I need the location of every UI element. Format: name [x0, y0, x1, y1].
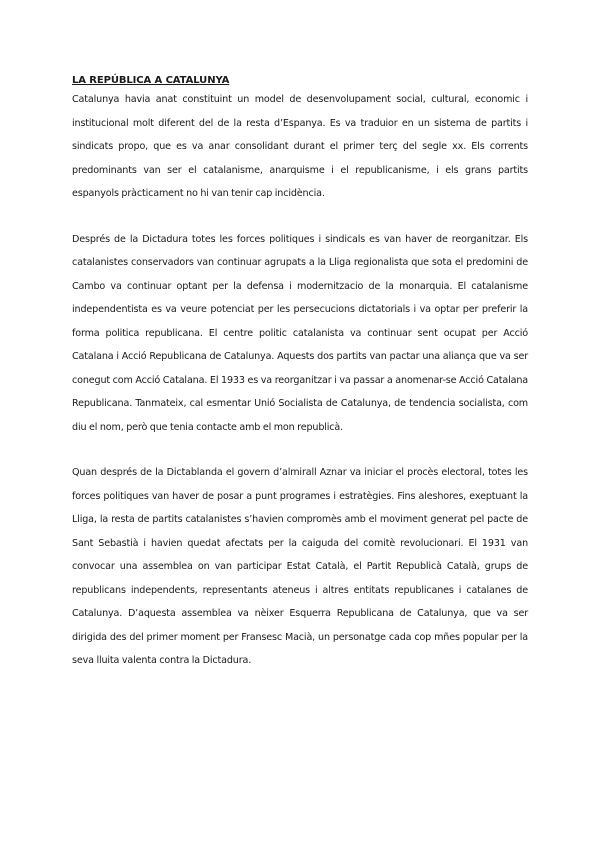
document-page [72, 72, 528, 695]
paragraph-2: Després de la Dictadura totes les forces politiques i sindicals es van haver de reorganitzar. Els catalanistes conservadors van continuar agrupats a la Lliga regionalista que sota el predomini de Cambo va continuar optant per la defensa i modernitzacio de la monarquia. El catalanisme independentista es va veure potenciat per les persecucions dictatorials i va optar per preferir la forma politica republicana. El centre politic catalanista va continuar sent ocupat per Acció Catalana i Acció Republicana de Catalunya. Aquests dos partits van pactar una aliança que va ser conegut com Acció Catalana. El 1933 es va reorganitzar i va passar a anomenar-se Acció Catalana Republicana. Tanmateix, cal esmentar Unió Socialista de Catalunya, de tendencia socialista, com diu el nom, però que tenia contacte amb el mon republicà. [72, 233, 528, 433]
document-title: LA REPÚBLICA A CATALUNYA [72, 75, 230, 86]
paragraph-1: Catalunya havia anat constituint un model de desenvolupament social, cultural, economic i institucional molt diferent del de la resta d’Espanya. Es va traduior en un sistema de partits i sindicats propo, que es va anar consolidant durant el primer terç del segle xx. Els corrents predominants van ser el catalanisme, anarquisme i el republicanisme, i els grans partits espanyols pràcticament no hi van tenir cap incidència. [72, 94, 528, 199]
paragraph-3: Quan després de la Dictablanda el govern d’almirall Aznar va iniciar el procès electoral, totes les forces politiques van haver de posar a punt programes i estratègies. Fins aleshores, exeptuant la Lliga, la resta de partits catalanistes s’havien compromès amb el moviment generat pel pacte de Sant Sebastià i havien quedat afectats per la caiguda del comitè revolucionari. El 1931 van convocar una assemblea on van participar Estat Català, el Partit Republicà Català, grups de republicans independents, representants ateneus i altres entitats republicanes i catalanes de Catalunya. D’aquesta assemblea va nèixer Esquerra Republicana de Catalunya, que va ser dirigida des del primer moment per Fransesc Macià, un personatge cada cop mñes popular per la seva lluita valenta contra la Dictadura. [72, 467, 528, 666]
